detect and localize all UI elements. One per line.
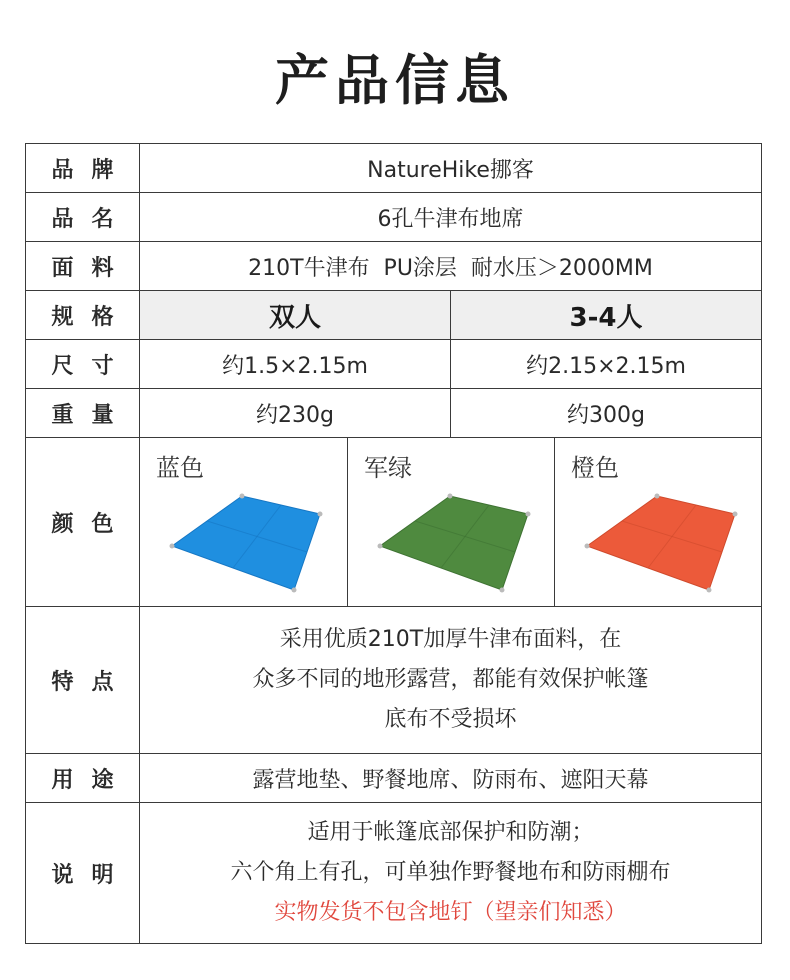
weight-family: 约300g [451, 389, 762, 438]
value-name: 6孔牛津布地席 [140, 193, 762, 242]
row-spec [26, 291, 762, 340]
label-usage: 用途 [26, 754, 140, 803]
swatch-blue [140, 438, 348, 607]
row-name [26, 193, 762, 242]
value-brand: NatureHike挪客 [140, 144, 762, 193]
ground-sheet-image [162, 486, 327, 596]
ground-sheet-image [370, 486, 535, 596]
swatch-name: 蓝色 [156, 454, 204, 482]
note-warning: 实物发货不包含地钉（望亲们知悉） [274, 900, 627, 925]
size-family: 约2.15×2.15m [451, 340, 762, 389]
value-notes [140, 803, 762, 944]
note-line: 适用于帐篷底部保护和防潮； [307, 820, 594, 845]
label-material: 面料 [26, 242, 140, 291]
weight-double: 约230g [140, 389, 451, 438]
label-weight: 重量 [26, 389, 140, 438]
row-usage [26, 754, 762, 803]
spec-family: 3-4人 [451, 291, 762, 340]
swatch-orange [555, 438, 762, 607]
row-size [26, 340, 762, 389]
note-line: 六个角上有孔，可单独作野餐地布和防雨棚布 [230, 860, 671, 885]
label-features: 特点 [26, 607, 140, 754]
feature-line: 采用优质210T加厚牛津布面料，在 [279, 627, 622, 652]
label-notes: 说明 [26, 803, 140, 944]
size-double: 约1.5×2.15m [140, 340, 451, 389]
swatch-army-green [348, 438, 555, 607]
row-features [26, 607, 762, 754]
label-size: 尺寸 [26, 340, 140, 389]
value-material: 210T牛津布 PU涂层 耐水压＞2000MM [140, 242, 762, 291]
label-color: 颜色 [26, 438, 140, 607]
row-notes [26, 803, 762, 944]
ground-sheet-image [577, 486, 742, 596]
page-title: 产品信息 [275, 49, 515, 112]
feature-line: 底布不受损坏 [384, 707, 517, 732]
row-weight [26, 389, 762, 438]
value-features [140, 607, 762, 754]
spec-double: 双人 [140, 291, 451, 340]
label-name: 品名 [26, 193, 140, 242]
product-info-table [25, 143, 762, 944]
label-brand: 品牌 [26, 144, 140, 193]
row-material [26, 242, 762, 291]
row-brand [26, 144, 762, 193]
label-spec: 规格 [26, 291, 140, 340]
value-usage: 露营地垫、野餐地席、防雨布、遮阳天幕 [140, 754, 762, 803]
row-color [26, 438, 762, 607]
swatch-name: 军绿 [364, 454, 412, 482]
feature-line: 众多不同的地形露营，都能有效保护帐篷 [252, 667, 649, 692]
swatch-name: 橙色 [571, 454, 619, 482]
